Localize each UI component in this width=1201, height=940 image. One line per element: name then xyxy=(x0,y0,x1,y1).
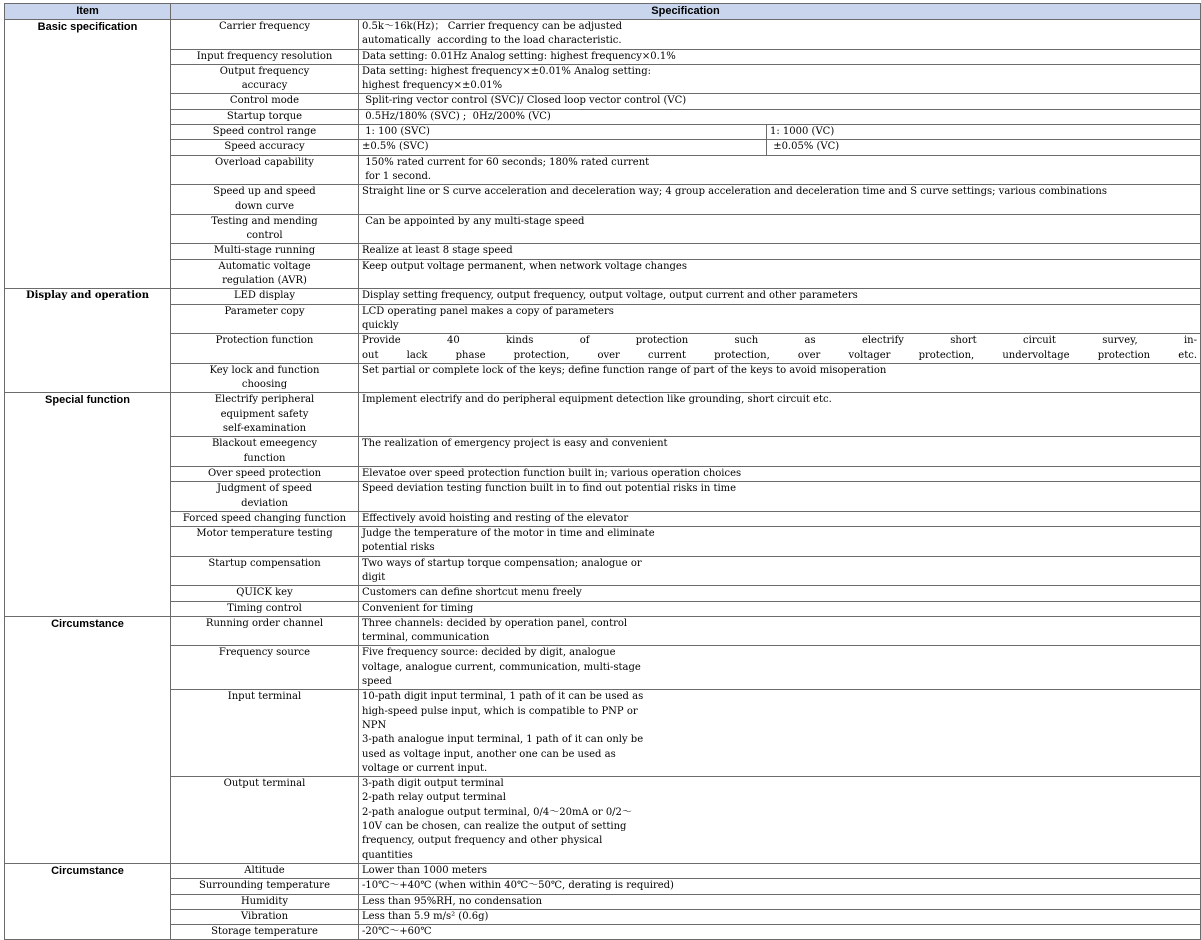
specification-cell: Data setting: 0.01Hz Analog setting: highest frequency×0.1% xyxy=(359,49,1201,64)
item-cell: Vibration xyxy=(171,909,359,924)
specification-cell: Three channels: decided by operation panel, control terminal, communication xyxy=(359,616,1201,646)
category-cell: Circumstance xyxy=(5,863,171,939)
table-row xyxy=(5,616,1201,646)
category-cell: Display and operation xyxy=(5,289,171,393)
specification-cell: Implement electrify and do peripheral equipment detection like grounding, short circuit etc. xyxy=(359,393,1201,437)
header-row xyxy=(5,4,1201,20)
item-cell: Startup torque xyxy=(171,109,359,124)
specification-cell: Less than 95%RH, no condensation xyxy=(359,894,1201,909)
specification-cell: 0.5k～16k(Hz)； Carrier frequency can be adjusted automatically according to the load characteristic. xyxy=(359,20,1201,50)
table-row xyxy=(5,155,1201,185)
table-row xyxy=(5,646,1201,690)
table-row xyxy=(5,601,1201,616)
specification-cell: 1: 100 (SVC) xyxy=(359,125,767,140)
specification-column-header: Specification xyxy=(171,4,1201,20)
table-row xyxy=(5,125,1201,140)
table-row xyxy=(5,363,1201,393)
item-cell: Electrify peripheral equipment safety self-examination xyxy=(171,393,359,437)
table-row xyxy=(5,304,1201,334)
category-cell: Basic specification xyxy=(5,20,171,289)
specification-cell: Less than 5.9 m/s² (0.6g) xyxy=(359,909,1201,924)
specification-cell: 3-path digit output terminal 2-path relay output terminal 2-path analogue output terminal, 0/4～20mA or 0/2～ 10V can be chosen, can realize the output of setting frequency, output frequency and other physical quantities xyxy=(359,777,1201,864)
specification-cell: Effectively avoid hoisting and resting of the elevator xyxy=(359,511,1201,526)
category-cell: Special function xyxy=(5,393,171,616)
table-row xyxy=(5,556,1201,586)
item-cell: Blackout emeegency function xyxy=(171,437,359,467)
specification-cell-secondary: ±0.05% (VC) xyxy=(767,140,1201,155)
table-row xyxy=(5,894,1201,909)
specification-cell: Elevatoe over speed protection function built in; various operation choices xyxy=(359,466,1201,481)
specification-cell: 150% rated current for 60 seconds; 180% rated current for 1 second. xyxy=(359,155,1201,185)
item-cell: Frequency source xyxy=(171,646,359,690)
item-cell: Altitude xyxy=(171,863,359,878)
item-cell: Speed accuracy xyxy=(171,140,359,155)
table-row xyxy=(5,909,1201,924)
specification-cell: Straight line or S curve acceleration and deceleration way; 4 group acceleration and deceleration time and S curve settings; various combinations xyxy=(359,185,1201,215)
table-row xyxy=(5,20,1201,50)
table-row xyxy=(5,244,1201,259)
specification-cell: Provide 40 kinds of protection such as electrify short circuit survey, in- out lack phase protection, over current protection, over voltager protection, undervoltage protection etc. xyxy=(359,334,1201,364)
item-cell: Startup compensation xyxy=(171,556,359,586)
item-cell: QUICK key xyxy=(171,586,359,601)
table-row xyxy=(5,527,1201,557)
specification-table xyxy=(4,3,1201,940)
item-cell: Speed up and speed down curve xyxy=(171,185,359,215)
table-row xyxy=(5,925,1201,940)
table-row xyxy=(5,690,1201,777)
table-row xyxy=(5,437,1201,467)
specification-cell: Display setting frequency, output frequency, output voltage, output current and other parameters xyxy=(359,289,1201,304)
item-cell: Testing and mending control xyxy=(171,214,359,244)
item-cell: Output terminal xyxy=(171,777,359,864)
item-cell: Protection function xyxy=(171,334,359,364)
table-row xyxy=(5,482,1201,512)
item-cell: Over speed protection xyxy=(171,466,359,481)
specification-cell: LCD operating panel makes a copy of parameters quickly xyxy=(359,304,1201,334)
specification-cell: Keep output voltage permanent, when network voltage changes xyxy=(359,259,1201,289)
table-row xyxy=(5,466,1201,481)
table-row xyxy=(5,289,1201,304)
specification-cell: The realization of emergency project is easy and convenient xyxy=(359,437,1201,467)
item-cell: Multi-stage running xyxy=(171,244,359,259)
specification-cell: Split-ring vector control (SVC)/ Closed loop vector control (VC) xyxy=(359,94,1201,109)
specification-cell: Convenient for timing xyxy=(359,601,1201,616)
table-row xyxy=(5,64,1201,94)
specification-cell: Data setting: highest frequency×±0.01% Analog setting: highest frequency×±0.01% xyxy=(359,64,1201,94)
item-column-header: Item xyxy=(5,4,171,20)
item-cell: Parameter copy xyxy=(171,304,359,334)
item-cell: Input terminal xyxy=(171,690,359,777)
item-cell: Timing control xyxy=(171,601,359,616)
specification-cell: Realize at least 8 stage speed xyxy=(359,244,1201,259)
item-cell: Judgment of speed deviation xyxy=(171,482,359,512)
table-row xyxy=(5,586,1201,601)
specification-cell: Customers can define shortcut menu freely xyxy=(359,586,1201,601)
table-row xyxy=(5,140,1201,155)
item-cell: Motor temperature testing xyxy=(171,527,359,557)
table-row xyxy=(5,879,1201,894)
table-row xyxy=(5,863,1201,878)
specification-cell: -20℃～+60℃ xyxy=(359,925,1201,940)
specification-cell-secondary: 1: 1000 (VC) xyxy=(767,125,1201,140)
specification-cell: Can be appointed by any multi-stage speed xyxy=(359,214,1201,244)
item-cell: LED display xyxy=(171,289,359,304)
specification-cell: Two ways of startup torque compensation; analogue or digit xyxy=(359,556,1201,586)
table-row xyxy=(5,259,1201,289)
item-cell: Humidity xyxy=(171,894,359,909)
specification-cell: 0.5Hz/180% (SVC) ; 0Hz/200% (VC) xyxy=(359,109,1201,124)
specification-cell: -10℃～+40℃ (when within 40℃～50℃, derating is required) xyxy=(359,879,1201,894)
specification-cell: Lower than 1000 meters xyxy=(359,863,1201,878)
specification-cell: ±0.5% (SVC) xyxy=(359,140,767,155)
table-row xyxy=(5,334,1201,364)
item-cell: Surrounding temperature xyxy=(171,879,359,894)
item-cell: Automatic voltage regulation (AVR) xyxy=(171,259,359,289)
item-cell: Storage temperature xyxy=(171,925,359,940)
item-cell: Forced speed changing function xyxy=(171,511,359,526)
item-cell: Output frequency accuracy xyxy=(171,64,359,94)
item-cell: Running order channel xyxy=(171,616,359,646)
specification-cell: Judge the temperature of the motor in time and eliminate potential risks xyxy=(359,527,1201,557)
table-row xyxy=(5,49,1201,64)
table-row xyxy=(5,185,1201,215)
item-cell: Overload capability xyxy=(171,155,359,185)
specification-cell: 10-path digit input terminal, 1 path of it can be used as high-speed pulse input, which is compatible to PNP or NPN 3-path analogue input terminal, 1 path of it can only be used as voltage input, another one can be used as voltage or current input. xyxy=(359,690,1201,777)
item-cell: Carrier frequency xyxy=(171,20,359,50)
specification-cell: Five frequency source: decided by digit, analogue voltage, analogue current, communication, multi-stage speed xyxy=(359,646,1201,690)
table-row xyxy=(5,109,1201,124)
item-cell: Control mode xyxy=(171,94,359,109)
specification-cell: Set partial or complete lock of the keys; define function range of part of the keys to avoid misoperation xyxy=(359,363,1201,393)
table-row xyxy=(5,393,1201,437)
table-row xyxy=(5,511,1201,526)
category-cell: Circumstance xyxy=(5,616,171,863)
item-cell: Input frequency resolution xyxy=(171,49,359,64)
item-cell: Key lock and function choosing xyxy=(171,363,359,393)
specification-cell: Speed deviation testing function built in to find out potential risks in time xyxy=(359,482,1201,512)
table-row xyxy=(5,94,1201,109)
table-row xyxy=(5,777,1201,864)
item-cell: Speed control range xyxy=(171,125,359,140)
table-row xyxy=(5,214,1201,244)
